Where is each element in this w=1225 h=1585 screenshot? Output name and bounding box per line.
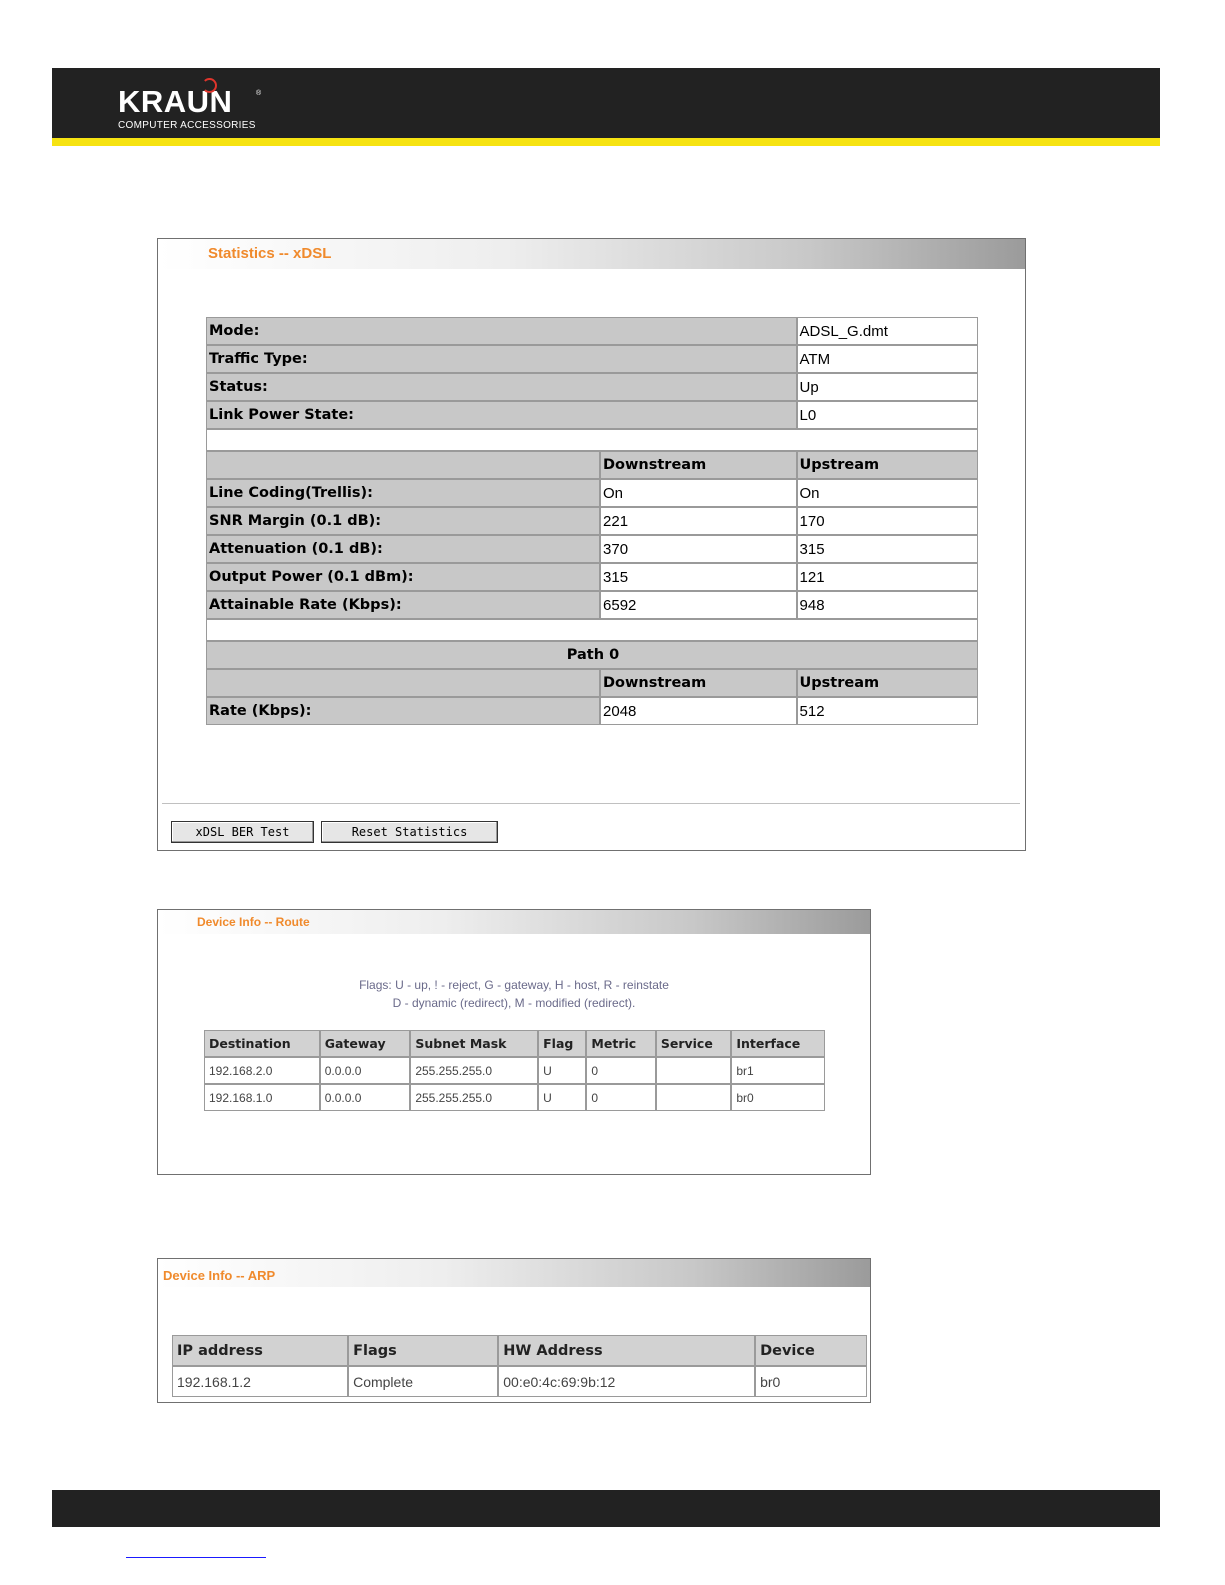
route-header-row [204, 1030, 825, 1057]
table-row [204, 1084, 825, 1111]
metric-up: 948 [797, 591, 978, 619]
blank-cell [206, 429, 978, 451]
upstream-header: Upstream [797, 451, 978, 479]
arp-table [172, 1335, 867, 1397]
arp-header-row [172, 1335, 867, 1366]
logo-swirl-icon [202, 78, 217, 93]
panel-title: Statistics -- xDSL [158, 239, 1025, 269]
route-cell: br0 [731, 1084, 825, 1111]
mode-label: Mode: [206, 317, 797, 345]
table-row [206, 451, 978, 479]
table-row [206, 669, 978, 697]
header-stripe [52, 138, 1160, 146]
panel-title: Device Info -- ARP [158, 1259, 870, 1287]
metric-down: 315 [600, 563, 797, 591]
arp-cell: br0 [755, 1366, 867, 1397]
rate-label: Rate (Kbps): [206, 697, 600, 725]
route-cell: 0 [586, 1057, 655, 1084]
xdsl-statistics-panel [157, 238, 1026, 851]
column-header: Metric [586, 1030, 655, 1057]
table-row [206, 401, 978, 429]
column-header: Destination [204, 1030, 320, 1057]
metric-up: 170 [797, 507, 978, 535]
traffic-type-label: Traffic Type: [206, 345, 797, 373]
downstream-header: Downstream [600, 451, 797, 479]
route-cell: 0 [586, 1084, 655, 1111]
spacer-row [206, 619, 978, 641]
table-row [206, 507, 978, 535]
table-row [206, 591, 978, 619]
column-header: HW Address [498, 1335, 755, 1366]
page-header [52, 68, 1160, 138]
flags-line-1: Flags: U - up, ! - reject, G - gateway, H - host, R - reinstate [359, 978, 669, 992]
reset-statistics-button[interactable]: Reset Statistics [321, 821, 498, 843]
route-cell: 255.255.255.0 [410, 1057, 538, 1084]
metric-up: 121 [797, 563, 978, 591]
path-upstream-header: Upstream [797, 669, 978, 697]
metric-label: SNR Margin (0.1 dB): [206, 507, 600, 535]
arp-cell: 00:e0:4c:69:9b:12 [498, 1366, 755, 1397]
table-row [206, 563, 978, 591]
metric-up: 315 [797, 535, 978, 563]
metric-label: Attenuation (0.1 dB): [206, 535, 600, 563]
route-cell: 192.168.2.0 [204, 1057, 320, 1084]
metric-label: Output Power (0.1 dBm): [206, 563, 600, 591]
table-row [206, 641, 978, 669]
table-row [206, 535, 978, 563]
table-row [172, 1366, 867, 1397]
column-header: Flag [538, 1030, 586, 1057]
arp-panel [157, 1258, 871, 1403]
empty-header-cell [206, 451, 600, 479]
blank-cell [206, 619, 978, 641]
rate-up: 512 [797, 697, 978, 725]
arp-cell: 192.168.1.2 [172, 1366, 348, 1397]
route-cell [656, 1084, 731, 1111]
path-title: Path 0 [206, 641, 978, 669]
flags-legend [158, 976, 870, 1012]
table-row [206, 697, 978, 725]
footer-link-underline[interactable] [126, 1557, 266, 1558]
page-footer [52, 1490, 1160, 1527]
path-downstream-header: Downstream [600, 669, 797, 697]
route-cell: 192.168.1.0 [204, 1084, 320, 1111]
status-value: Up [797, 373, 978, 401]
xdsl-stats-table [206, 317, 978, 725]
panel-title: Device Info -- Route [158, 910, 870, 934]
flags-line-2: D - dynamic (redirect), M - modified (redirect). [392, 996, 636, 1010]
spacer-row [206, 429, 978, 451]
column-header: Device [755, 1335, 867, 1366]
logo-tagline: COMPUTER ACCESSORIES [118, 120, 256, 131]
column-header: Interface [731, 1030, 825, 1057]
logo-wordmark: KRAUN [118, 84, 233, 119]
route-cell: 255.255.255.0 [410, 1084, 538, 1111]
metric-down: On [600, 479, 797, 507]
column-header: Flags [348, 1335, 498, 1366]
column-header: Subnet Mask [410, 1030, 538, 1057]
route-cell: 0.0.0.0 [320, 1084, 411, 1111]
table-row [206, 317, 978, 345]
metric-up: On [797, 479, 978, 507]
rate-down: 2048 [600, 697, 797, 725]
registered-mark-icon: ® [256, 90, 262, 97]
route-panel [157, 909, 871, 1175]
table-row [206, 345, 978, 373]
link-power-state-label: Link Power State: [206, 401, 797, 429]
status-label: Status: [206, 373, 797, 401]
traffic-type-value: ATM [797, 345, 978, 373]
column-header: Service [656, 1030, 731, 1057]
xdsl-ber-test-button[interactable]: xDSL BER Test [171, 821, 314, 843]
table-row [206, 373, 978, 401]
column-header: IP address [172, 1335, 348, 1366]
route-cell: U [538, 1084, 586, 1111]
empty-header-cell [206, 669, 600, 697]
route-cell: 0.0.0.0 [320, 1057, 411, 1084]
metric-down: 370 [600, 535, 797, 563]
metric-down: 221 [600, 507, 797, 535]
route-table [204, 1030, 825, 1111]
column-header: Gateway [320, 1030, 411, 1057]
kraun-logo [118, 84, 262, 131]
metric-label: Attainable Rate (Kbps): [206, 591, 600, 619]
mode-value: ADSL_G.dmt [797, 317, 978, 345]
metric-down: 6592 [600, 591, 797, 619]
metric-label: Line Coding(Trellis): [206, 479, 600, 507]
route-cell: br1 [731, 1057, 825, 1084]
route-cell: U [538, 1057, 586, 1084]
link-power-state-value: L0 [797, 401, 978, 429]
table-row [206, 479, 978, 507]
button-divider [162, 803, 1020, 804]
arp-cell: Complete [348, 1366, 498, 1397]
route-cell [656, 1057, 731, 1084]
table-row [204, 1057, 825, 1084]
